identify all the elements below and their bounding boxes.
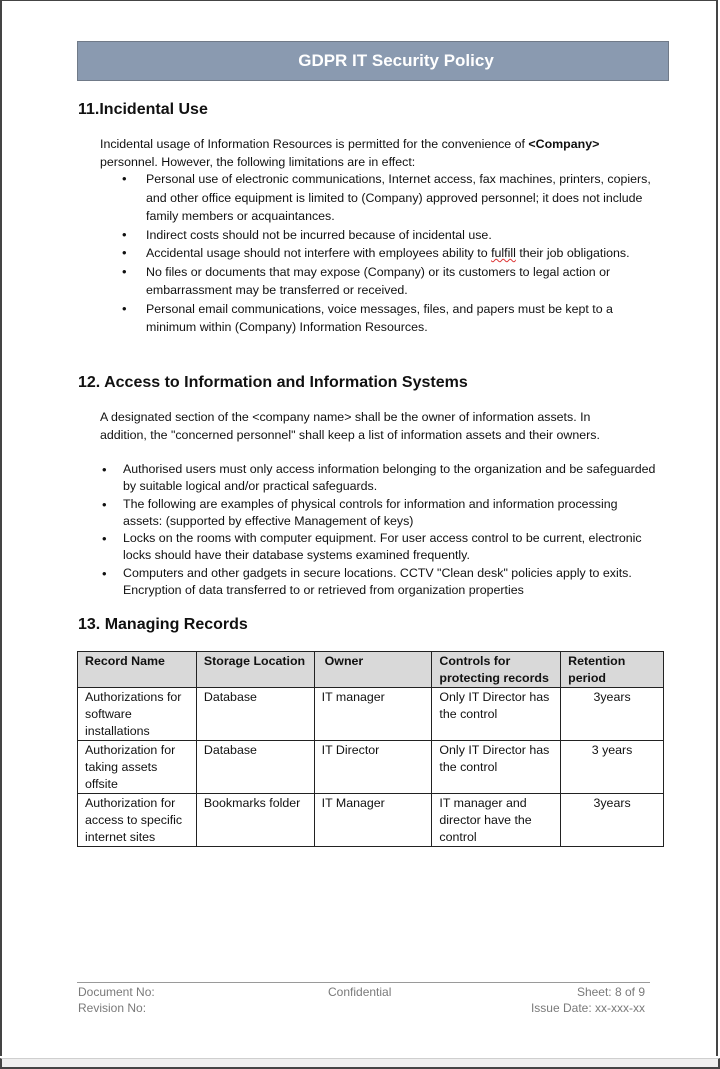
document-title: GDPR IT Security Policy [298, 51, 494, 70]
column-header: Storage Location [196, 652, 314, 688]
cell-retention: 3 years [561, 741, 664, 794]
section-12-heading: 12. Access to Information and Information Systems [78, 374, 468, 391]
section-11-intro [100, 136, 650, 171]
bullet-text: their job obligations. [515, 246, 630, 260]
cell-owner: IT Director [314, 741, 432, 794]
section-11-bullets [100, 170, 660, 337]
footer-classification: Confidential [328, 985, 392, 999]
bullet-item: • No files or documents that may expose (Company) or its customers to legal action or embarrassment may be transferred or received. [100, 263, 660, 300]
section-11-heading: 11.Incidental Use [78, 101, 208, 118]
viewer-bottom-bar [0, 1058, 720, 1069]
intro-text: Incidental usage of Information Resources is permitted for the convenience of [100, 137, 529, 151]
cell-record-name: Authorizations for software installations [78, 688, 197, 741]
column-header: Controls for protecting records [432, 652, 561, 688]
bullet-item: • Locks on the rooms with computer equipment. For user access control to be current, electronic locks should have their database systems examined frequently. [100, 530, 660, 565]
footer-issue-date: Issue Date: xx-xxx-xx [530, 1001, 645, 1015]
footer-document-no: Document No: [78, 985, 155, 999]
bullet-item: • Computers and other gadgets in secure locations. CCTV "Clean desk" policies apply to exits. Encryption of data transferred to or retrieved from organization properties [100, 565, 660, 600]
bullet-item: • Indirect costs should not be incurred because of incidental use. [100, 226, 660, 245]
column-header: Retention period [561, 652, 664, 688]
section-13-heading: 13. Managing Records [78, 616, 248, 633]
document-title-bar [77, 41, 669, 81]
records-table [77, 651, 664, 847]
cell-record-name: Authorization for taking assets offsite [78, 741, 197, 794]
footer-sheet-number: Sheet: 8 of 9 [576, 985, 645, 999]
cell-controls: IT manager and director have the control [432, 794, 561, 847]
cell-storage-location: Database [196, 741, 314, 794]
bullet-item [100, 244, 660, 263]
cell-controls: Only IT Director has the control [432, 688, 561, 741]
cell-owner: IT Manager [314, 794, 432, 847]
column-header: Record Name [78, 652, 197, 688]
bullet-text: Accidental usage should not interfere with employees ability to [146, 246, 492, 260]
company-placeholder: <Company> [528, 137, 600, 151]
cell-storage-location: Bookmarks folder [196, 794, 314, 847]
table-header-row [78, 652, 664, 688]
bullet-item: • Personal use of electronic communications, Internet access, fax machines, printers, copiers, and other office equipment is limited to (Company) approved personnel; it does not include family members or acquaintances. [100, 170, 660, 226]
bullet-item: • The following are examples of physical controls for information and information processing assets: (supported by effective Management of keys) [100, 496, 660, 531]
cell-record-name: Authorization for access to specific internet sites [78, 794, 197, 847]
cell-owner: IT manager [314, 688, 432, 741]
table-row [78, 794, 664, 847]
bullet-item: • Authorised users must only access information belonging to the organization and be safeguarded by suitable logical and/or practical safeguards. [100, 461, 660, 496]
table-row [78, 688, 664, 741]
cell-controls: Only IT Director has the control [432, 741, 561, 794]
section-12-bullets [100, 461, 660, 599]
spellcheck-flagged-word[interactable]: fulfill [491, 246, 516, 260]
table-row [78, 741, 664, 794]
footer-divider [77, 982, 650, 983]
cell-retention: 3years [561, 794, 664, 847]
footer-revision-no: Revision No: [78, 1001, 147, 1015]
intro-text-suffix: personnel. However, the following limitations are in effect: [100, 154, 416, 169]
bullet-item: • Personal email communications, voice messages, files, and papers must be kept to a minimum within (Company) Information Resources. [100, 300, 660, 337]
column-header: Owner [314, 652, 432, 688]
cell-storage-location: Database [196, 688, 314, 741]
cell-retention: 3years [561, 688, 664, 741]
section-12-intro: A designated section of the <company name> shall be the owner of information assets. In addition, the "concerned personnel" shall keep a list of information assets and their owners. [100, 410, 600, 442]
